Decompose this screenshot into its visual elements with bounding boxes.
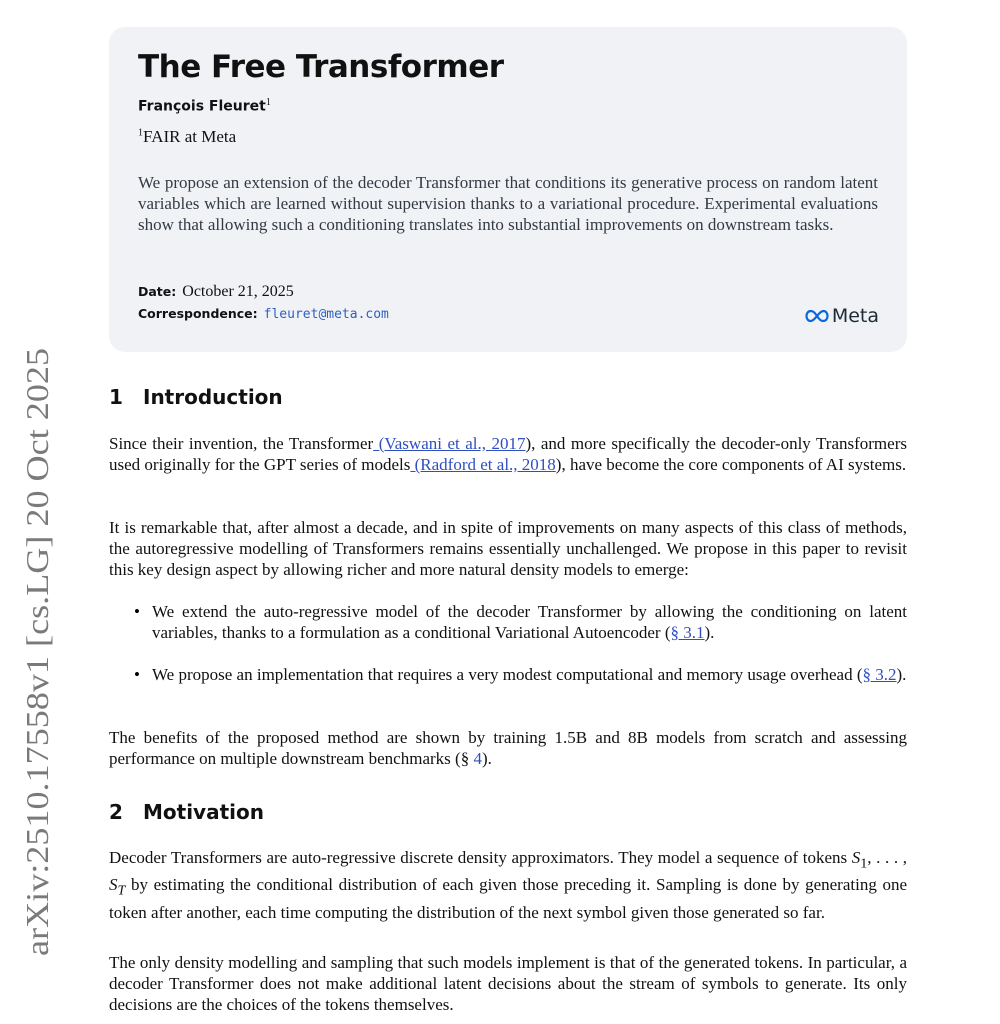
date-label: Date: bbox=[138, 284, 177, 299]
math-subscript: 1 bbox=[860, 855, 868, 872]
bullet-icon: • bbox=[134, 602, 140, 621]
text-span: ), and more specifically the decoder-only Transformers used originally for the GPT series of models bbox=[109, 434, 907, 474]
text-span: Decoder Transformers are auto-regressive discrete density approximators. They model a sequence of tokens bbox=[109, 848, 852, 867]
section-ref-3-1-link[interactable]: § 3.1 bbox=[670, 623, 705, 642]
author-name: François Fleuret bbox=[138, 98, 266, 115]
bullet-icon: • bbox=[134, 665, 140, 684]
section-number: 1 bbox=[109, 385, 123, 409]
text-span: , . . . , bbox=[867, 848, 907, 867]
date-row bbox=[138, 283, 294, 301]
section-number: 2 bbox=[109, 800, 123, 824]
affiliation-line bbox=[138, 127, 236, 147]
arxiv-stamp-text: arXiv:2510.17558v1 [cs.LG] 20 Oct 2025 bbox=[19, 417, 55, 956]
author-superscript: 1 bbox=[265, 97, 271, 108]
abstract: We propose an extension of the decoder Transformer that conditions its generative process on random latent variables which are learned without supervision thanks to a variational procedure. Experimental evaluations show that allowing such a conditioning translates into substantial improvements on downstream tasks. bbox=[138, 173, 878, 234]
text-span: The benefits of the proposed method are shown by training 1.5B and 8B models from scratch and assessing performance on multiple downstream benchmarks (§ bbox=[109, 728, 907, 768]
intro-paragraph-2: It is remarkable that, after almost a decade, and in spite of improvements on many aspects of this class of methods, the autoregressive modelling of Transformers remains essentially unchallenged. We propose in this paper to revisit this key design aspect by allowing richer and more natural density models to emerge: bbox=[109, 518, 907, 579]
meta-logo-text: Meta bbox=[831, 305, 879, 327]
section-title: Motivation bbox=[143, 800, 264, 824]
affiliation-superscript: 1 bbox=[138, 127, 143, 139]
text-span: Since their invention, the Transformer bbox=[109, 434, 374, 453]
section-title: Introduction bbox=[143, 385, 283, 409]
motivation-paragraph-2: The only density modelling and sampling that such models implement is that of the generated tokens. In particular, a decoder Transformer does not make additional latent decisions about the stream of symbols to generate. Its only decisions are the choices of the tokens themselves. bbox=[109, 953, 907, 1014]
citation-radford-link[interactable]: (Radford et al., 2018 bbox=[410, 455, 556, 474]
text-span: We propose an implementation that requires a very modest computational and memory usage overhead ( bbox=[152, 665, 863, 684]
list-item bbox=[109, 664, 907, 685]
arxiv-side-stamp bbox=[4, 344, 64, 959]
text-span: ). bbox=[704, 623, 715, 642]
math-symbol: S bbox=[109, 875, 118, 895]
section-heading-motivation bbox=[109, 800, 264, 824]
correspondence-email[interactable]: fleuret@meta.com bbox=[263, 307, 389, 322]
section-ref-4-link[interactable]: 4 bbox=[473, 749, 482, 768]
paper-title: The Free Transformer bbox=[138, 49, 504, 85]
list-item bbox=[109, 601, 907, 643]
correspondence-row bbox=[138, 306, 389, 322]
motivation-paragraph-1 bbox=[109, 847, 907, 923]
bullet-text bbox=[152, 664, 907, 685]
section-ref-3-2-link[interactable]: § 3.2 bbox=[862, 665, 897, 684]
intro-paragraph-3 bbox=[109, 727, 907, 769]
correspondence-label: Correspondence: bbox=[138, 306, 258, 321]
math-subscript: T bbox=[117, 882, 126, 899]
text-span: We extend the auto-regressive model of the decoder Transformer by allowing the conditioning on latent variables, thanks to a formulation as a conditional Variational Autoencoder ( bbox=[152, 602, 907, 642]
citation-vaswani-link[interactable]: (Vaswani et al., 2017 bbox=[373, 434, 526, 453]
text-span: ). bbox=[896, 665, 907, 684]
text-span: by estimating the conditional distribution of each given those preceding it. Sampling is done by generating one token after another, each time computing the distribution of the next symbol given those generated so far. bbox=[109, 875, 907, 922]
paper-header-card bbox=[109, 27, 907, 352]
text-span: ), have become the core components of AI systems. bbox=[555, 455, 907, 474]
math-symbol: S bbox=[851, 848, 861, 867]
section-heading-introduction bbox=[109, 385, 283, 409]
author-line bbox=[138, 97, 271, 115]
text-span: ). bbox=[481, 749, 492, 768]
bullet-text bbox=[152, 601, 907, 643]
meta-logo bbox=[805, 305, 879, 327]
affiliation-name: FAIR at Meta bbox=[143, 127, 237, 146]
intro-paragraph-1 bbox=[109, 433, 907, 475]
date-value: October 21, 2025 bbox=[182, 283, 294, 300]
meta-infinity-icon bbox=[805, 309, 829, 323]
